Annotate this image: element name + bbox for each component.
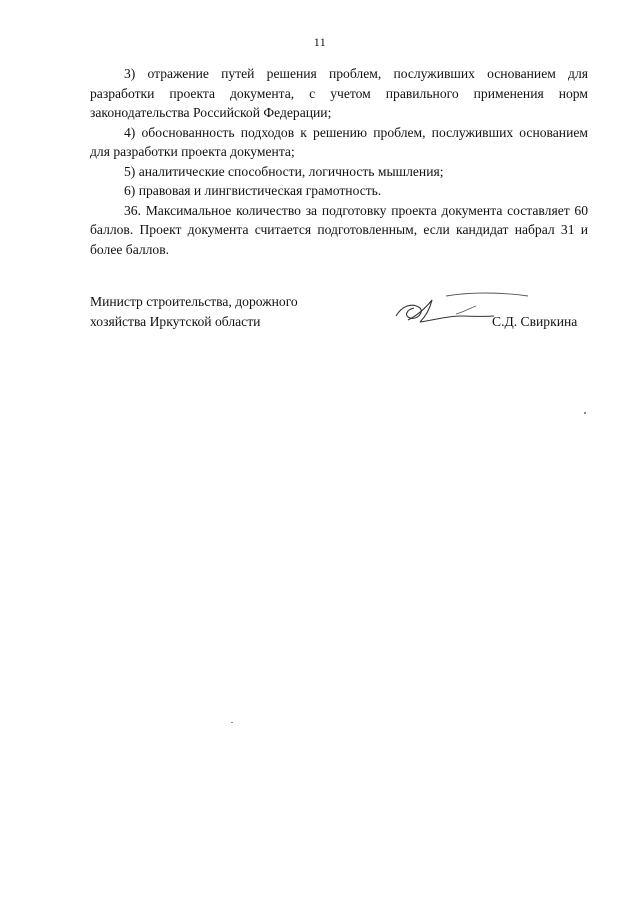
document-body: [90, 64, 588, 259]
signatory-title: [90, 292, 350, 331]
page-number: 11: [313, 35, 327, 49]
paragraph-item-3: 3) отражение путей решения проблем, послуживших основанием для разработки проекта документа, с учетом правильного применения норм законодательства Российской Федерации;: [90, 66, 588, 120]
paragraph-item-6: 6) правовая и лингвистическая грамотность.: [124, 183, 382, 198]
signer-name: С.Д. Свиркина: [492, 314, 578, 329]
scan-speck: [584, 412, 586, 414]
signatory-title-line-2: хозяйства Иркутской области: [90, 313, 261, 329]
paragraph-item-4: 4) обоснованность подходов к решению проблем, послуживших основанием для разработки проекта документа;: [90, 124, 588, 159]
scan-speck: [231, 722, 233, 723]
paragraph-item-5: 5) аналитические способности, логичность мышления;: [124, 163, 444, 179]
signatory-title-line-1: Министр строительства, дорожного: [90, 294, 298, 309]
paragraph-36: 36. Максимальное количество за подготовку проекта документа составляет 60 баллов. Проект документа считается подготовленным, если кандидат набрал 31 и более баллов.: [90, 202, 588, 257]
